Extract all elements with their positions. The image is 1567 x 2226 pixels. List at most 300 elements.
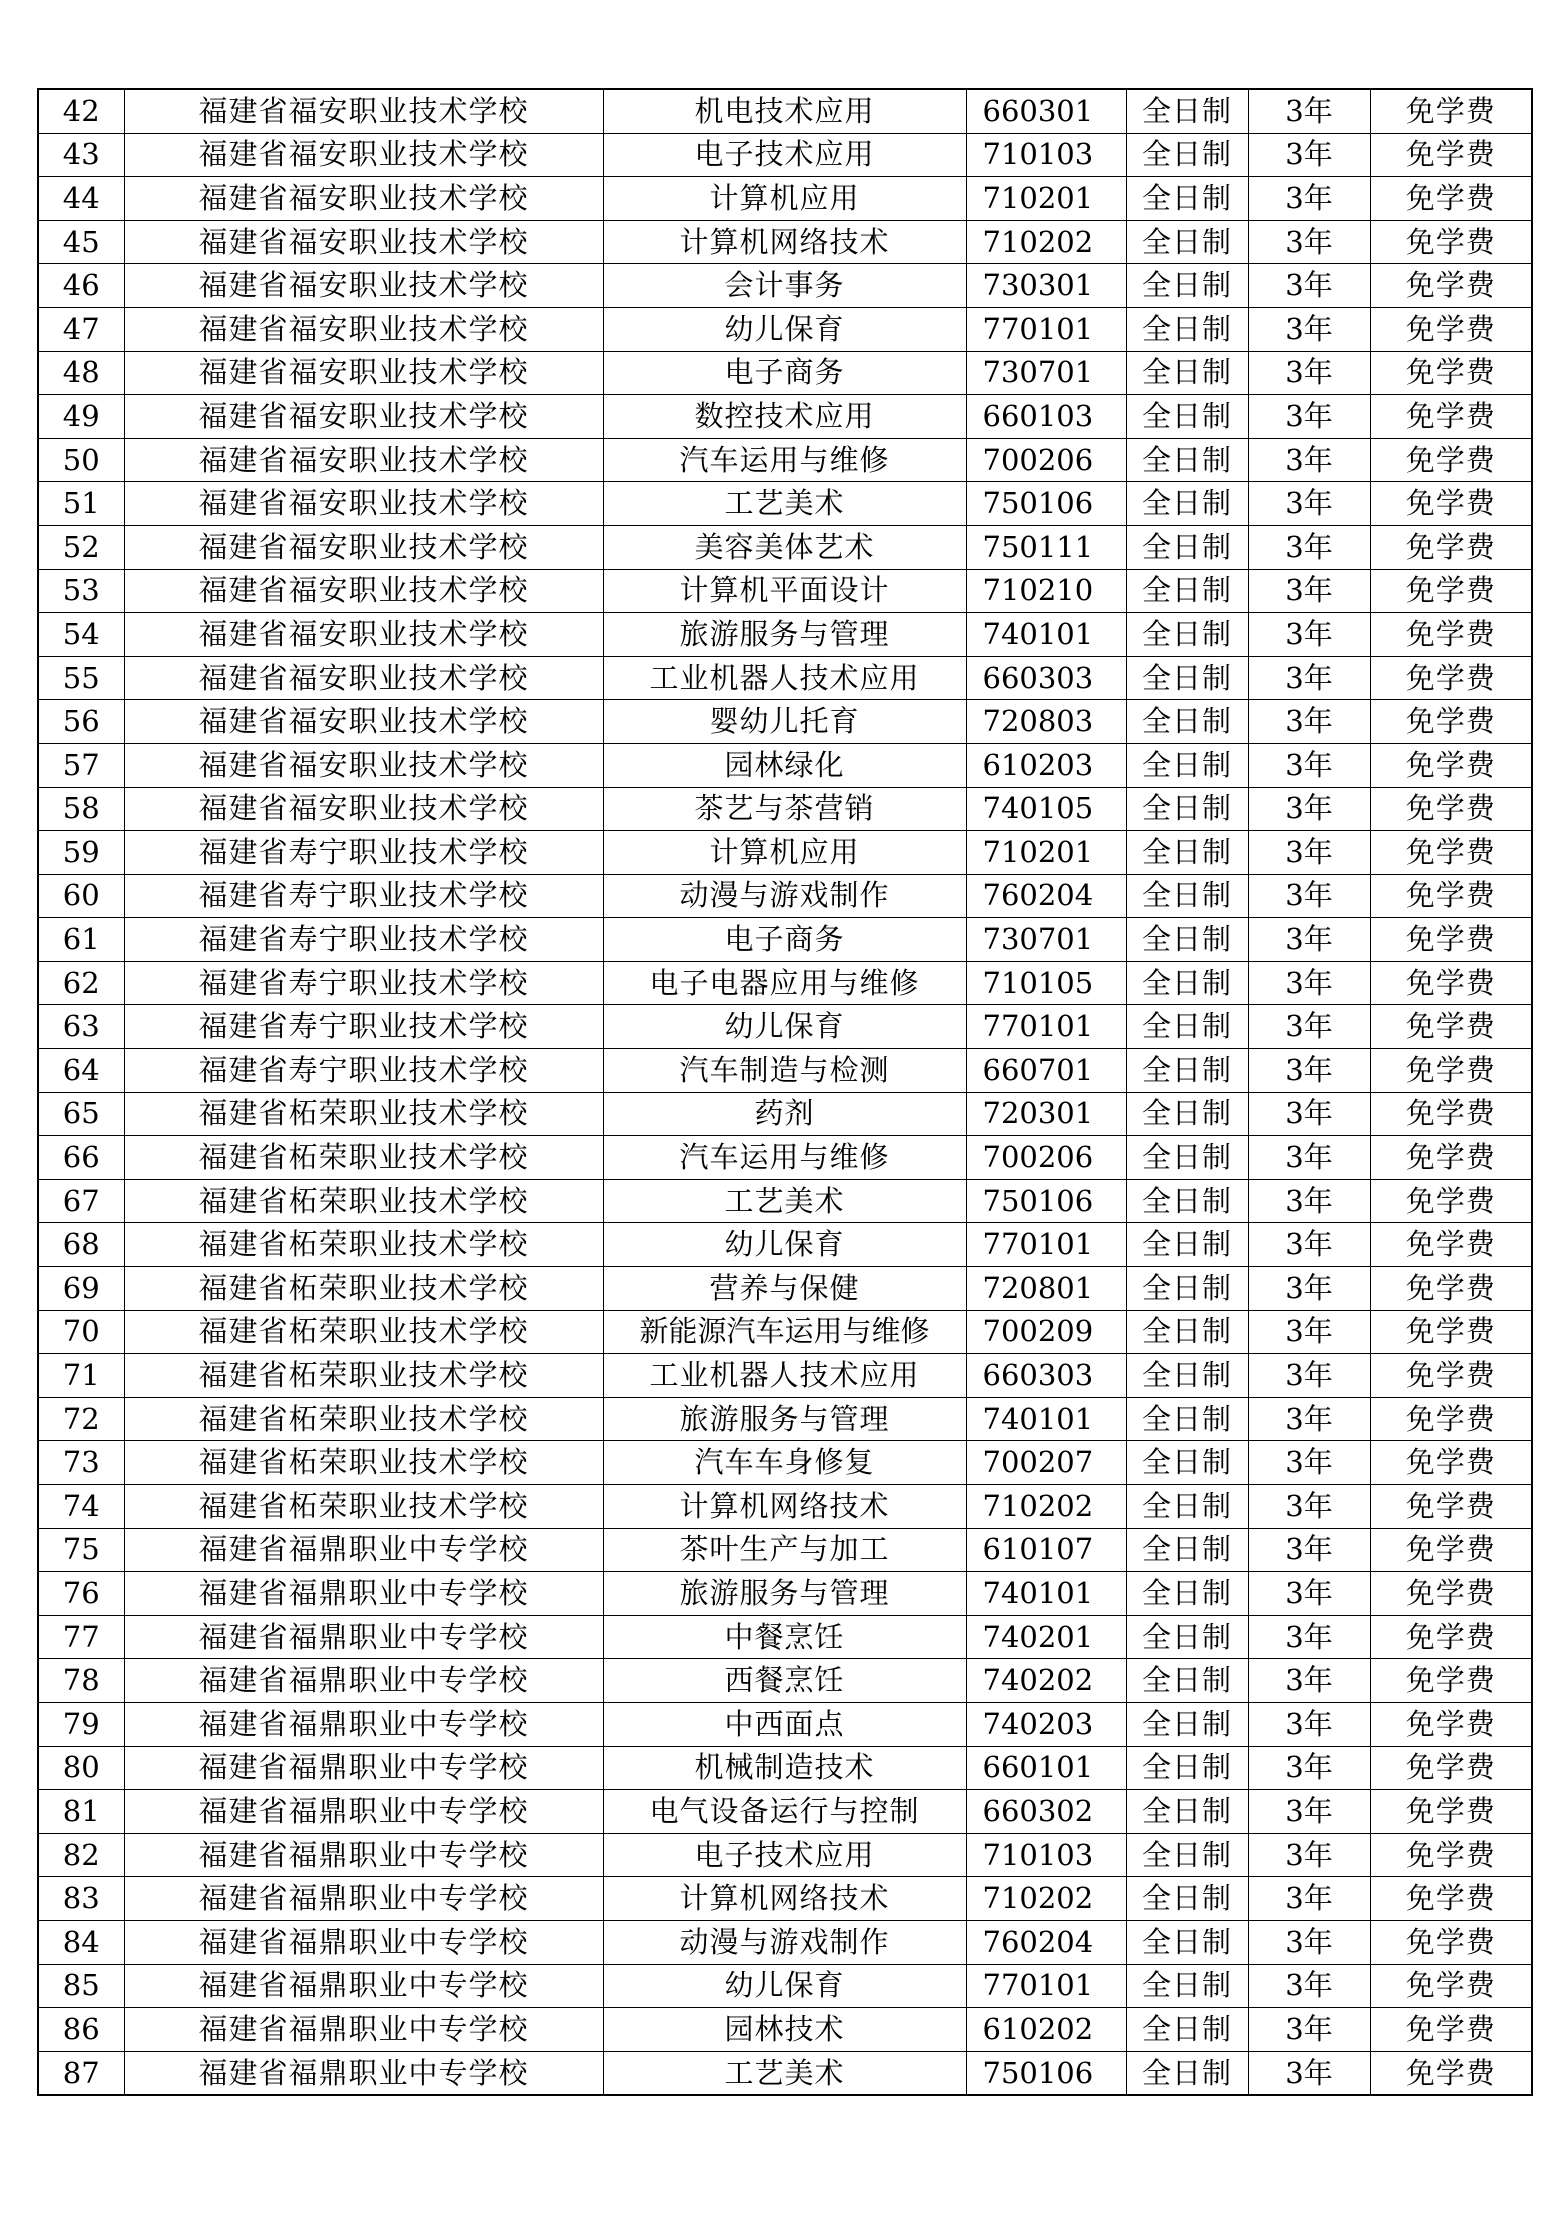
tuition-status: 免学费 bbox=[1370, 1005, 1532, 1049]
tuition-status: 免学费 bbox=[1370, 831, 1532, 875]
study-mode: 全日制 bbox=[1126, 89, 1248, 133]
school-name: 福建省柘荣职业技术学校 bbox=[124, 1179, 603, 1223]
study-mode: 全日制 bbox=[1126, 1920, 1248, 1964]
row-number: 79 bbox=[38, 1702, 124, 1746]
duration: 3年 bbox=[1248, 1702, 1370, 1746]
major-name: 西餐烹饪 bbox=[603, 1659, 966, 1703]
school-name: 福建省福安职业技术学校 bbox=[124, 438, 603, 482]
school-name: 福建省福安职业技术学校 bbox=[124, 525, 603, 569]
school-name: 福建省柘荣职业技术学校 bbox=[124, 1136, 603, 1180]
duration: 3年 bbox=[1248, 874, 1370, 918]
row-number: 80 bbox=[38, 1746, 124, 1790]
row-number: 85 bbox=[38, 1964, 124, 2008]
tuition-status: 免学费 bbox=[1370, 525, 1532, 569]
row-number: 56 bbox=[38, 700, 124, 744]
major-code: 770101 bbox=[966, 1005, 1126, 1049]
major-code: 660303 bbox=[966, 1354, 1126, 1398]
table-row bbox=[38, 1702, 1532, 1746]
table-row bbox=[38, 1572, 1532, 1616]
table-row bbox=[38, 1790, 1532, 1834]
major-code: 730701 bbox=[966, 918, 1126, 962]
duration: 3年 bbox=[1248, 1092, 1370, 1136]
row-number: 52 bbox=[38, 525, 124, 569]
study-mode: 全日制 bbox=[1126, 1833, 1248, 1877]
tuition-status: 免学费 bbox=[1370, 482, 1532, 526]
row-number: 72 bbox=[38, 1397, 124, 1441]
school-name: 福建省柘荣职业技术学校 bbox=[124, 1310, 603, 1354]
major-code: 660701 bbox=[966, 1049, 1126, 1093]
duration: 3年 bbox=[1248, 1049, 1370, 1093]
major-code: 740202 bbox=[966, 1659, 1126, 1703]
row-number: 77 bbox=[38, 1615, 124, 1659]
major-code: 710202 bbox=[966, 220, 1126, 264]
school-name: 福建省福鼎职业中专学校 bbox=[124, 1746, 603, 1790]
major-name: 计算机网络技术 bbox=[603, 220, 966, 264]
table-row bbox=[38, 220, 1532, 264]
study-mode: 全日制 bbox=[1126, 1397, 1248, 1441]
table-row bbox=[38, 656, 1532, 700]
school-name: 福建省福安职业技术学校 bbox=[124, 656, 603, 700]
study-mode: 全日制 bbox=[1126, 874, 1248, 918]
tuition-status: 免学费 bbox=[1370, 1092, 1532, 1136]
major-code: 760204 bbox=[966, 1920, 1126, 1964]
row-number: 50 bbox=[38, 438, 124, 482]
table-row bbox=[38, 89, 1532, 133]
major-code: 610107 bbox=[966, 1528, 1126, 1572]
row-number: 70 bbox=[38, 1310, 124, 1354]
tuition-status: 免学费 bbox=[1370, 89, 1532, 133]
duration: 3年 bbox=[1248, 1920, 1370, 1964]
duration: 3年 bbox=[1248, 1441, 1370, 1485]
major-code: 740101 bbox=[966, 1572, 1126, 1616]
major-name: 动漫与游戏制作 bbox=[603, 1920, 966, 1964]
major-code: 720801 bbox=[966, 1267, 1126, 1311]
table-row bbox=[38, 1485, 1532, 1529]
tuition-status: 免学费 bbox=[1370, 1615, 1532, 1659]
major-name: 机电技术应用 bbox=[603, 89, 966, 133]
school-name: 福建省寿宁职业技术学校 bbox=[124, 1005, 603, 1049]
study-mode: 全日制 bbox=[1126, 831, 1248, 875]
table-row bbox=[38, 961, 1532, 1005]
study-mode: 全日制 bbox=[1126, 1572, 1248, 1616]
duration: 3年 bbox=[1248, 613, 1370, 657]
major-name: 中西面点 bbox=[603, 1702, 966, 1746]
duration: 3年 bbox=[1248, 133, 1370, 177]
major-code: 730301 bbox=[966, 264, 1126, 308]
major-code: 740101 bbox=[966, 613, 1126, 657]
major-code: 720301 bbox=[966, 1092, 1126, 1136]
table-row bbox=[38, 1354, 1532, 1398]
duration: 3年 bbox=[1248, 1659, 1370, 1703]
major-code: 660103 bbox=[966, 395, 1126, 439]
study-mode: 全日制 bbox=[1126, 1877, 1248, 1921]
row-number: 62 bbox=[38, 961, 124, 1005]
study-mode: 全日制 bbox=[1126, 2051, 1248, 2095]
table-row bbox=[38, 133, 1532, 177]
study-mode: 全日制 bbox=[1126, 1659, 1248, 1703]
row-number: 71 bbox=[38, 1354, 124, 1398]
tuition-status: 免学费 bbox=[1370, 1528, 1532, 1572]
major-name: 幼儿保育 bbox=[603, 1964, 966, 2008]
tuition-status: 免学费 bbox=[1370, 1485, 1532, 1529]
major-name: 工艺美术 bbox=[603, 2051, 966, 2095]
table-row bbox=[38, 700, 1532, 744]
tuition-status: 免学费 bbox=[1370, 307, 1532, 351]
tuition-status: 免学费 bbox=[1370, 1572, 1532, 1616]
study-mode: 全日制 bbox=[1126, 2008, 1248, 2052]
table-row bbox=[38, 1049, 1532, 1093]
major-code: 710210 bbox=[966, 569, 1126, 613]
row-number: 47 bbox=[38, 307, 124, 351]
tuition-status: 免学费 bbox=[1370, 220, 1532, 264]
major-code: 760204 bbox=[966, 874, 1126, 918]
duration: 3年 bbox=[1248, 1310, 1370, 1354]
study-mode: 全日制 bbox=[1126, 1223, 1248, 1267]
duration: 3年 bbox=[1248, 1267, 1370, 1311]
duration: 3年 bbox=[1248, 438, 1370, 482]
school-name: 福建省福安职业技术学校 bbox=[124, 133, 603, 177]
table-row bbox=[38, 787, 1532, 831]
major-code: 720803 bbox=[966, 700, 1126, 744]
tuition-status: 免学费 bbox=[1370, 743, 1532, 787]
study-mode: 全日制 bbox=[1126, 1746, 1248, 1790]
duration: 3年 bbox=[1248, 2008, 1370, 2052]
tuition-status: 免学费 bbox=[1370, 656, 1532, 700]
table-row bbox=[38, 525, 1532, 569]
major-name: 工业机器人技术应用 bbox=[603, 656, 966, 700]
study-mode: 全日制 bbox=[1126, 438, 1248, 482]
school-name: 福建省福安职业技术学校 bbox=[124, 264, 603, 308]
duration: 3年 bbox=[1248, 569, 1370, 613]
school-name: 福建省福鼎职业中专学校 bbox=[124, 1615, 603, 1659]
school-name: 福建省寿宁职业技术学校 bbox=[124, 831, 603, 875]
study-mode: 全日制 bbox=[1126, 264, 1248, 308]
major-name: 汽车运用与维修 bbox=[603, 438, 966, 482]
table-row bbox=[38, 831, 1532, 875]
table-row bbox=[38, 395, 1532, 439]
school-name: 福建省柘荣职业技术学校 bbox=[124, 1092, 603, 1136]
major-code: 750111 bbox=[966, 525, 1126, 569]
duration: 3年 bbox=[1248, 1615, 1370, 1659]
study-mode: 全日制 bbox=[1126, 700, 1248, 744]
major-name: 工艺美术 bbox=[603, 1179, 966, 1223]
row-number: 51 bbox=[38, 482, 124, 526]
study-mode: 全日制 bbox=[1126, 395, 1248, 439]
row-number: 58 bbox=[38, 787, 124, 831]
table-row bbox=[38, 264, 1532, 308]
row-number: 59 bbox=[38, 831, 124, 875]
table-row bbox=[38, 1179, 1532, 1223]
school-name: 福建省福鼎职业中专学校 bbox=[124, 1702, 603, 1746]
study-mode: 全日制 bbox=[1126, 1310, 1248, 1354]
table-row bbox=[38, 1397, 1532, 1441]
row-number: 73 bbox=[38, 1441, 124, 1485]
tuition-status: 免学费 bbox=[1370, 961, 1532, 1005]
duration: 3年 bbox=[1248, 264, 1370, 308]
school-name: 福建省福鼎职业中专学校 bbox=[124, 2008, 603, 2052]
major-name: 旅游服务与管理 bbox=[603, 1397, 966, 1441]
study-mode: 全日制 bbox=[1126, 1267, 1248, 1311]
study-mode: 全日制 bbox=[1126, 525, 1248, 569]
major-code: 750106 bbox=[966, 1179, 1126, 1223]
tuition-status: 免学费 bbox=[1370, 1354, 1532, 1398]
major-code: 750106 bbox=[966, 2051, 1126, 2095]
duration: 3年 bbox=[1248, 351, 1370, 395]
major-code: 740105 bbox=[966, 787, 1126, 831]
row-number: 54 bbox=[38, 613, 124, 657]
school-name: 福建省福鼎职业中专学校 bbox=[124, 1877, 603, 1921]
major-name: 工业机器人技术应用 bbox=[603, 1354, 966, 1398]
major-name: 数控技术应用 bbox=[603, 395, 966, 439]
school-name: 福建省福安职业技术学校 bbox=[124, 700, 603, 744]
duration: 3年 bbox=[1248, 89, 1370, 133]
duration: 3年 bbox=[1248, 1136, 1370, 1180]
major-name: 会计事务 bbox=[603, 264, 966, 308]
major-name: 幼儿保育 bbox=[603, 1223, 966, 1267]
duration: 3年 bbox=[1248, 1354, 1370, 1398]
major-code: 770101 bbox=[966, 307, 1126, 351]
row-number: 45 bbox=[38, 220, 124, 264]
major-name: 汽车运用与维修 bbox=[603, 1136, 966, 1180]
school-name: 福建省柘荣职业技术学校 bbox=[124, 1267, 603, 1311]
major-code: 740203 bbox=[966, 1702, 1126, 1746]
row-number: 61 bbox=[38, 918, 124, 962]
major-name: 计算机平面设计 bbox=[603, 569, 966, 613]
tuition-status: 免学费 bbox=[1370, 395, 1532, 439]
tuition-status: 免学费 bbox=[1370, 1441, 1532, 1485]
school-name: 福建省福安职业技术学校 bbox=[124, 613, 603, 657]
tuition-status: 免学费 bbox=[1370, 1877, 1532, 1921]
school-name: 福建省福安职业技术学校 bbox=[124, 743, 603, 787]
table-row bbox=[38, 743, 1532, 787]
row-number: 67 bbox=[38, 1179, 124, 1223]
tuition-status: 免学费 bbox=[1370, 874, 1532, 918]
school-name: 福建省寿宁职业技术学校 bbox=[124, 874, 603, 918]
duration: 3年 bbox=[1248, 1397, 1370, 1441]
major-code: 750106 bbox=[966, 482, 1126, 526]
study-mode: 全日制 bbox=[1126, 961, 1248, 1005]
major-code: 700206 bbox=[966, 438, 1126, 482]
study-mode: 全日制 bbox=[1126, 743, 1248, 787]
row-number: 57 bbox=[38, 743, 124, 787]
tuition-status: 免学费 bbox=[1370, 264, 1532, 308]
major-name: 汽车车身修复 bbox=[603, 1441, 966, 1485]
row-number: 68 bbox=[38, 1223, 124, 1267]
study-mode: 全日制 bbox=[1126, 1441, 1248, 1485]
tuition-status: 免学费 bbox=[1370, 1964, 1532, 2008]
school-name: 福建省柘荣职业技术学校 bbox=[124, 1223, 603, 1267]
duration: 3年 bbox=[1248, 1223, 1370, 1267]
tuition-status: 免学费 bbox=[1370, 438, 1532, 482]
tuition-status: 免学费 bbox=[1370, 351, 1532, 395]
tuition-status: 免学费 bbox=[1370, 613, 1532, 657]
study-mode: 全日制 bbox=[1126, 1179, 1248, 1223]
major-name: 美容美体艺术 bbox=[603, 525, 966, 569]
table-row bbox=[38, 177, 1532, 221]
study-mode: 全日制 bbox=[1126, 918, 1248, 962]
school-name: 福建省寿宁职业技术学校 bbox=[124, 1049, 603, 1093]
row-number: 46 bbox=[38, 264, 124, 308]
duration: 3年 bbox=[1248, 918, 1370, 962]
duration: 3年 bbox=[1248, 2051, 1370, 2095]
row-number: 78 bbox=[38, 1659, 124, 1703]
row-number: 76 bbox=[38, 1572, 124, 1616]
enrollment-table bbox=[37, 88, 1533, 2096]
duration: 3年 bbox=[1248, 1005, 1370, 1049]
major-name: 药剂 bbox=[603, 1092, 966, 1136]
enrollment-table-body bbox=[38, 89, 1532, 2095]
table-row bbox=[38, 2051, 1532, 2095]
major-code: 770101 bbox=[966, 1223, 1126, 1267]
major-name: 营养与保健 bbox=[603, 1267, 966, 1311]
major-code: 660302 bbox=[966, 1790, 1126, 1834]
table-row bbox=[38, 569, 1532, 613]
study-mode: 全日制 bbox=[1126, 1049, 1248, 1093]
duration: 3年 bbox=[1248, 700, 1370, 744]
tuition-status: 免学费 bbox=[1370, 1136, 1532, 1180]
row-number: 65 bbox=[38, 1092, 124, 1136]
major-code: 770101 bbox=[966, 1964, 1126, 2008]
tuition-status: 免学费 bbox=[1370, 1659, 1532, 1703]
duration: 3年 bbox=[1248, 1485, 1370, 1529]
school-name: 福建省福安职业技术学校 bbox=[124, 177, 603, 221]
school-name: 福建省福鼎职业中专学校 bbox=[124, 1790, 603, 1834]
school-name: 福建省柘荣职业技术学校 bbox=[124, 1397, 603, 1441]
table-row bbox=[38, 613, 1532, 657]
school-name: 福建省柘荣职业技术学校 bbox=[124, 1354, 603, 1398]
duration: 3年 bbox=[1248, 656, 1370, 700]
study-mode: 全日制 bbox=[1126, 133, 1248, 177]
major-code: 710202 bbox=[966, 1485, 1126, 1529]
major-code: 660101 bbox=[966, 1746, 1126, 1790]
major-code: 710103 bbox=[966, 133, 1126, 177]
tuition-status: 免学费 bbox=[1370, 700, 1532, 744]
school-name: 福建省柘荣职业技术学校 bbox=[124, 1441, 603, 1485]
table-row bbox=[38, 1441, 1532, 1485]
table-row bbox=[38, 1659, 1532, 1703]
row-number: 75 bbox=[38, 1528, 124, 1572]
major-name: 园林技术 bbox=[603, 2008, 966, 2052]
duration: 3年 bbox=[1248, 177, 1370, 221]
study-mode: 全日制 bbox=[1126, 307, 1248, 351]
study-mode: 全日制 bbox=[1126, 1964, 1248, 2008]
tuition-status: 免学费 bbox=[1370, 177, 1532, 221]
table-row bbox=[38, 482, 1532, 526]
study-mode: 全日制 bbox=[1126, 656, 1248, 700]
row-number: 48 bbox=[38, 351, 124, 395]
duration: 3年 bbox=[1248, 743, 1370, 787]
major-code: 730701 bbox=[966, 351, 1126, 395]
school-name: 福建省福安职业技术学校 bbox=[124, 395, 603, 439]
major-code: 710201 bbox=[966, 831, 1126, 875]
major-name: 工艺美术 bbox=[603, 482, 966, 526]
major-code: 700209 bbox=[966, 1310, 1126, 1354]
major-code: 660301 bbox=[966, 89, 1126, 133]
tuition-status: 免学费 bbox=[1370, 1179, 1532, 1223]
duration: 3年 bbox=[1248, 961, 1370, 1005]
school-name: 福建省福安职业技术学校 bbox=[124, 220, 603, 264]
duration: 3年 bbox=[1248, 1964, 1370, 2008]
school-name: 福建省福鼎职业中专学校 bbox=[124, 1920, 603, 1964]
major-name: 婴幼儿托育 bbox=[603, 700, 966, 744]
school-name: 福建省福安职业技术学校 bbox=[124, 351, 603, 395]
row-number: 43 bbox=[38, 133, 124, 177]
row-number: 81 bbox=[38, 1790, 124, 1834]
table-row bbox=[38, 1092, 1532, 1136]
row-number: 84 bbox=[38, 1920, 124, 1964]
major-name: 电子商务 bbox=[603, 351, 966, 395]
row-number: 60 bbox=[38, 874, 124, 918]
major-name: 旅游服务与管理 bbox=[603, 613, 966, 657]
study-mode: 全日制 bbox=[1126, 787, 1248, 831]
study-mode: 全日制 bbox=[1126, 1615, 1248, 1659]
major-name: 茶艺与茶营销 bbox=[603, 787, 966, 831]
table-row bbox=[38, 351, 1532, 395]
table-row bbox=[38, 1833, 1532, 1877]
study-mode: 全日制 bbox=[1126, 482, 1248, 526]
tuition-status: 免学费 bbox=[1370, 1310, 1532, 1354]
study-mode: 全日制 bbox=[1126, 351, 1248, 395]
school-name: 福建省福鼎职业中专学校 bbox=[124, 1964, 603, 2008]
major-code: 610202 bbox=[966, 2008, 1126, 2052]
major-code: 710105 bbox=[966, 961, 1126, 1005]
major-name: 中餐烹饪 bbox=[603, 1615, 966, 1659]
table-row bbox=[38, 1267, 1532, 1311]
study-mode: 全日制 bbox=[1126, 1702, 1248, 1746]
school-name: 福建省福鼎职业中专学校 bbox=[124, 1572, 603, 1616]
study-mode: 全日制 bbox=[1126, 177, 1248, 221]
duration: 3年 bbox=[1248, 1877, 1370, 1921]
major-code: 660303 bbox=[966, 656, 1126, 700]
duration: 3年 bbox=[1248, 1790, 1370, 1834]
table-row bbox=[38, 438, 1532, 482]
row-number: 63 bbox=[38, 1005, 124, 1049]
duration: 3年 bbox=[1248, 1179, 1370, 1223]
major-name: 电子商务 bbox=[603, 918, 966, 962]
major-name: 机械制造技术 bbox=[603, 1746, 966, 1790]
row-number: 86 bbox=[38, 2008, 124, 2052]
duration: 3年 bbox=[1248, 482, 1370, 526]
duration: 3年 bbox=[1248, 1528, 1370, 1572]
major-name: 电子电器应用与维修 bbox=[603, 961, 966, 1005]
tuition-status: 免学费 bbox=[1370, 2008, 1532, 2052]
duration: 3年 bbox=[1248, 787, 1370, 831]
tuition-status: 免学费 bbox=[1370, 2051, 1532, 2095]
study-mode: 全日制 bbox=[1126, 613, 1248, 657]
table-row bbox=[38, 1223, 1532, 1267]
school-name: 福建省柘荣职业技术学校 bbox=[124, 1485, 603, 1529]
study-mode: 全日制 bbox=[1126, 1528, 1248, 1572]
duration: 3年 bbox=[1248, 395, 1370, 439]
study-mode: 全日制 bbox=[1126, 220, 1248, 264]
table-row bbox=[38, 874, 1532, 918]
tuition-status: 免学费 bbox=[1370, 1049, 1532, 1093]
major-name: 动漫与游戏制作 bbox=[603, 874, 966, 918]
duration: 3年 bbox=[1248, 220, 1370, 264]
study-mode: 全日制 bbox=[1126, 1005, 1248, 1049]
school-name: 福建省福安职业技术学校 bbox=[124, 482, 603, 526]
study-mode: 全日制 bbox=[1126, 569, 1248, 613]
major-name: 汽车制造与检测 bbox=[603, 1049, 966, 1093]
row-number: 74 bbox=[38, 1485, 124, 1529]
duration: 3年 bbox=[1248, 1572, 1370, 1616]
duration: 3年 bbox=[1248, 1746, 1370, 1790]
major-name: 计算机网络技术 bbox=[603, 1877, 966, 1921]
tuition-status: 免学费 bbox=[1370, 1267, 1532, 1311]
major-code: 710201 bbox=[966, 177, 1126, 221]
table-row bbox=[38, 1746, 1532, 1790]
tuition-status: 免学费 bbox=[1370, 1223, 1532, 1267]
